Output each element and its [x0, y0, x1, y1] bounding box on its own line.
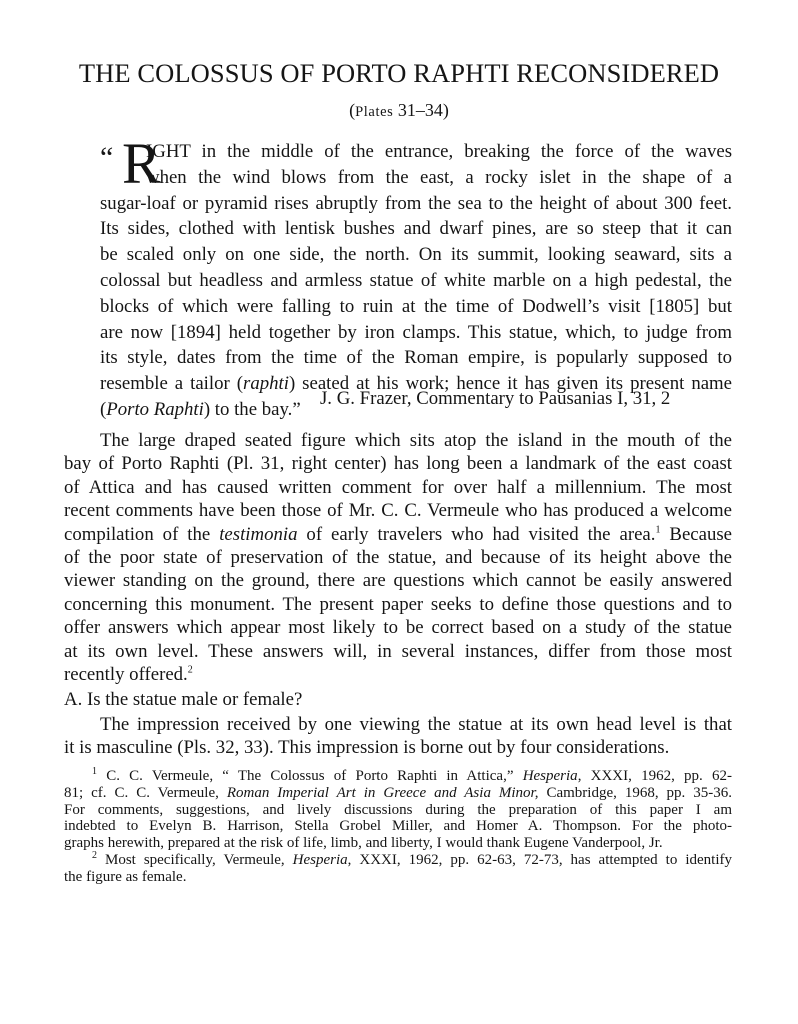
quote-line: its style, dates from the time of the Roman empire, is popularly supposed to — [100, 347, 732, 369]
footnote-text: C. C. Vermeule, “ The Colossus of Porto Raphti in Attica,” — [97, 768, 523, 784]
quote-line: are now [1894] held together by iron clamps. This statue, which, to judge from — [100, 321, 732, 343]
body-line: The impression received by one viewing the statue at its own head level is that — [100, 714, 732, 735]
quote-text: resemble a tailor ( — [100, 373, 244, 395]
body-line: offer answers which appear most likely to be correct based on a study of the statue — [64, 617, 732, 639]
plates-close-paren: ) — [442, 100, 449, 120]
footnote-line: indebted to Evelyn B. Harrison, Stella Grobel Miller, and Homer A. Thompson. For the photo- — [64, 818, 732, 835]
plates-label: Plates — [355, 104, 394, 120]
quote-line: sugar-loaf or pyramid rises abruptly from the sea to the height of about 300 feet. — [100, 192, 732, 214]
body-line: bay of Porto Raphti (Pl. 31, right center) has long been a landmark of the east coast — [64, 453, 732, 475]
body-line: concerning this monument. The present paper seeks to define those questions and to — [64, 593, 732, 615]
drop-cap: R — [122, 131, 161, 196]
body-line: it is masculine (Pls. 32, 33). This impression is borne out by four considerations. — [64, 737, 670, 759]
intro-paragraph — [64, 429, 732, 686]
body-line: viewer standing on the ground, there are questions which cannot be easily answered — [64, 570, 732, 592]
body-text: Because — [660, 523, 732, 545]
footnote-ref-2: 2 — [187, 664, 193, 676]
quote-line: when the wind blows from the east, a rocky islet in the shape of a — [146, 166, 732, 188]
body-line: of Attica and has caused written comment for over half a millennium. The most — [64, 476, 732, 498]
quote-italic-raphti: raphti — [243, 373, 289, 395]
body-line: of the poor state of preservation of the statue, and because of its height above the — [64, 546, 732, 568]
article-title: THE COLOSSUS OF PORTO RAPHTI RECONSIDERED — [78, 58, 720, 88]
footnote-text: , XXXI, 1962, pp. 62-63, 72-73, has attempted to identify — [347, 851, 732, 868]
footnote-italic: Hesperia — [522, 768, 578, 784]
section-heading: A. Is the statue male or female? — [64, 689, 303, 710]
epigraph-quote — [100, 131, 732, 423]
footnote-line: For comments, suggestions, and lively discussions during the preparation of this paper I am — [64, 801, 732, 818]
body-text: of early travelers who had visited the area. — [297, 523, 656, 545]
section-paragraph — [64, 713, 732, 760]
footnote-italic: Hesperia — [292, 851, 348, 868]
body-italic-testimonia: testimonia — [219, 523, 298, 545]
body-line: The large draped seated figure which sits atop the island in the mouth of the — [100, 430, 732, 451]
footnote-line: graphs herewith, prepared at the risk of life, limb, and liberty, I would thank Eugene Vanderpool, Jr. — [64, 835, 663, 852]
footnote-mark-1: 1 — [92, 766, 97, 777]
plates-open-paren: ( — [349, 100, 356, 120]
footnote-line — [64, 785, 732, 802]
footnote-italic: Roman Imperial Art in Greece and Asia Minor, — [226, 784, 539, 801]
quote-text: ( — [100, 398, 107, 420]
footnotes — [64, 768, 732, 886]
plates-reference — [0, 100, 798, 121]
quote-line: IGHT in the middle of the entrance, breaking the force of the waves — [146, 141, 732, 162]
footnote-mark-2: 2 — [92, 849, 97, 861]
footnote-text: 81; cf. C. C. Vermeule, — [64, 784, 227, 801]
body-text: compilation of the — [64, 523, 220, 545]
footnote-line — [64, 849, 732, 869]
quote-line: colossal but headless and armless statue of white marble on a high pedestal, the — [100, 269, 732, 291]
quote-line: be scaled only on one side, the north. On its summit, looking seaward, sits a — [100, 244, 732, 266]
quote-text: ) seated at his work; hence it has given its present name — [288, 373, 732, 395]
body-text: recently offered. — [64, 663, 188, 685]
footnote-text: , XXXI, 1962, pp. 62- — [577, 768, 732, 784]
quote-line: blocks of which were falling to ruin at the time of Dodwell’s visit [1805] but — [100, 295, 732, 317]
quote-italic-porto-raphti: Porto Raphti — [106, 398, 204, 420]
footnote-text: Most specifically, Vermeule, — [97, 851, 293, 868]
footnote-ref-1: 1 — [655, 524, 661, 536]
quote-line: Its sides, clothed with lentisk bushes and dwarf pines, are so steep that it can — [100, 218, 732, 240]
body-line — [64, 663, 732, 686]
body-line: at its own level. These answers will, in several instances, differ from those most — [64, 640, 732, 662]
footnote-line: the figure as female. — [64, 868, 187, 885]
footnote-line — [64, 768, 732, 785]
body-line — [64, 523, 732, 546]
body-line: recent comments have been those of Mr. C. C. Vermeule who has produced a welcome — [64, 500, 732, 522]
open-quote-mark: “ — [100, 141, 114, 174]
footnote-text: Cambridge, 1968, pp. 35-36. — [538, 784, 732, 801]
plates-numbers: 31–34 — [393, 100, 443, 120]
quote-attribution: J. G. Frazer, Commentary to Pausanias I, 31, 2 — [320, 388, 671, 409]
quote-text: ) to the bay.” — [203, 398, 301, 420]
